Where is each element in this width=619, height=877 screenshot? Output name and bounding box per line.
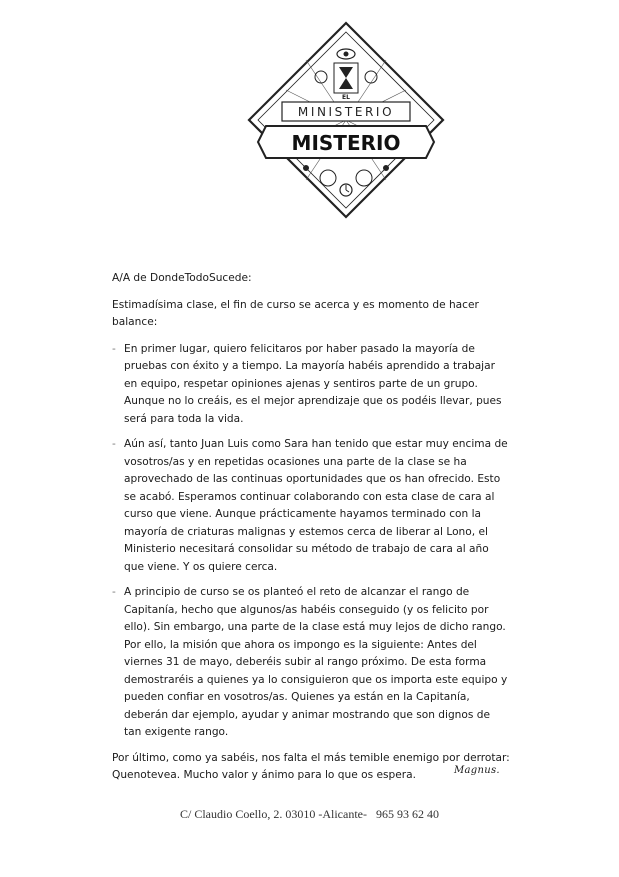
closing-paragraph: Por último, como ya sabéis, nos falta el más temible enemigo por derrotar: Quenotevea. Mucho valor y ánimo para lo que os espera.: [112, 751, 510, 781]
bullet-dash: -: [112, 586, 116, 598]
svg-text:EL: EL: [342, 94, 350, 101]
list-item: [112, 436, 510, 576]
bullet-dash: -: [112, 342, 116, 355]
bullet-text: A principio de curso se os planteó el reto de alcanzar el rango de Capitanía, hecho que algunos/as habéis conseguido (y os felicito por ello). Sin embargo, una parte de la clase está muy lejos de dicho rango. Por ello, la misión que ahora os impongo es la siguiente: Antes del viernes 31 de mayo, deberéis subir al rango próximo. De esta forma demostraréis a quienes ya lo consiguieron que os importa este equipo y pueden confiar en vosotros/as. Quienes ya están en la Capitanía, deberán dar ejemplo, ayudar y animar mostrando que son dignos de tan exigente rango.: [124, 586, 508, 738]
list-item: [112, 584, 510, 742]
bullet-text: En primer lugar, quiero felicitaros por haber pasado la mayoría de pruebas con éxito y a tiempo. La mayoría habéis aprendido a trabajar en equipo, respetar opiniones ajenas y sentiros parte de un grupo. Aunque no lo creáis, es el mejor aprendizaje que os podéis llevar, pues será para toda la vida.: [124, 342, 502, 425]
footer-address: C/ Claudio Coello, 2. 03010 -Alicante- 965 93 62 40: [180, 807, 439, 821]
bullet-text: Aún así, tanto Juan Luis como Sara han tenido que estar muy encima de vosotros/as y en repetidas ocasiones una parte de la clase se ha aprovechado de las continuas oportunidades que os han ofrecido. Esto se acabó. Esperamos continuar colaborando con esta clase de cara al curso que viene. Aunque prácticamente hayamos terminado con la mayoría de criaturas malignas y estemos cerca de liberar al Lono, el Ministerio necesitará consolidar su método de trabajo de cara al año que viene. Y os quiere cerca.: [124, 438, 508, 573]
bullet-dash: -: [112, 438, 116, 450]
svg-text:MISTERIO: MISTERIO: [291, 131, 401, 155]
intro-paragraph: Estimadísima clase, el fin de curso se acerca y es momento de hacer balance:: [112, 298, 479, 328]
list-item: [112, 341, 510, 429]
ministerio-misterio-logo: [246, 20, 446, 220]
addressee: A/A de DondeTodoSucede:: [112, 272, 252, 284]
svg-text:MINISTERIO: MINISTERIO: [297, 105, 395, 119]
letter-body: [112, 270, 510, 794]
signature: Magnus.: [454, 765, 500, 776]
